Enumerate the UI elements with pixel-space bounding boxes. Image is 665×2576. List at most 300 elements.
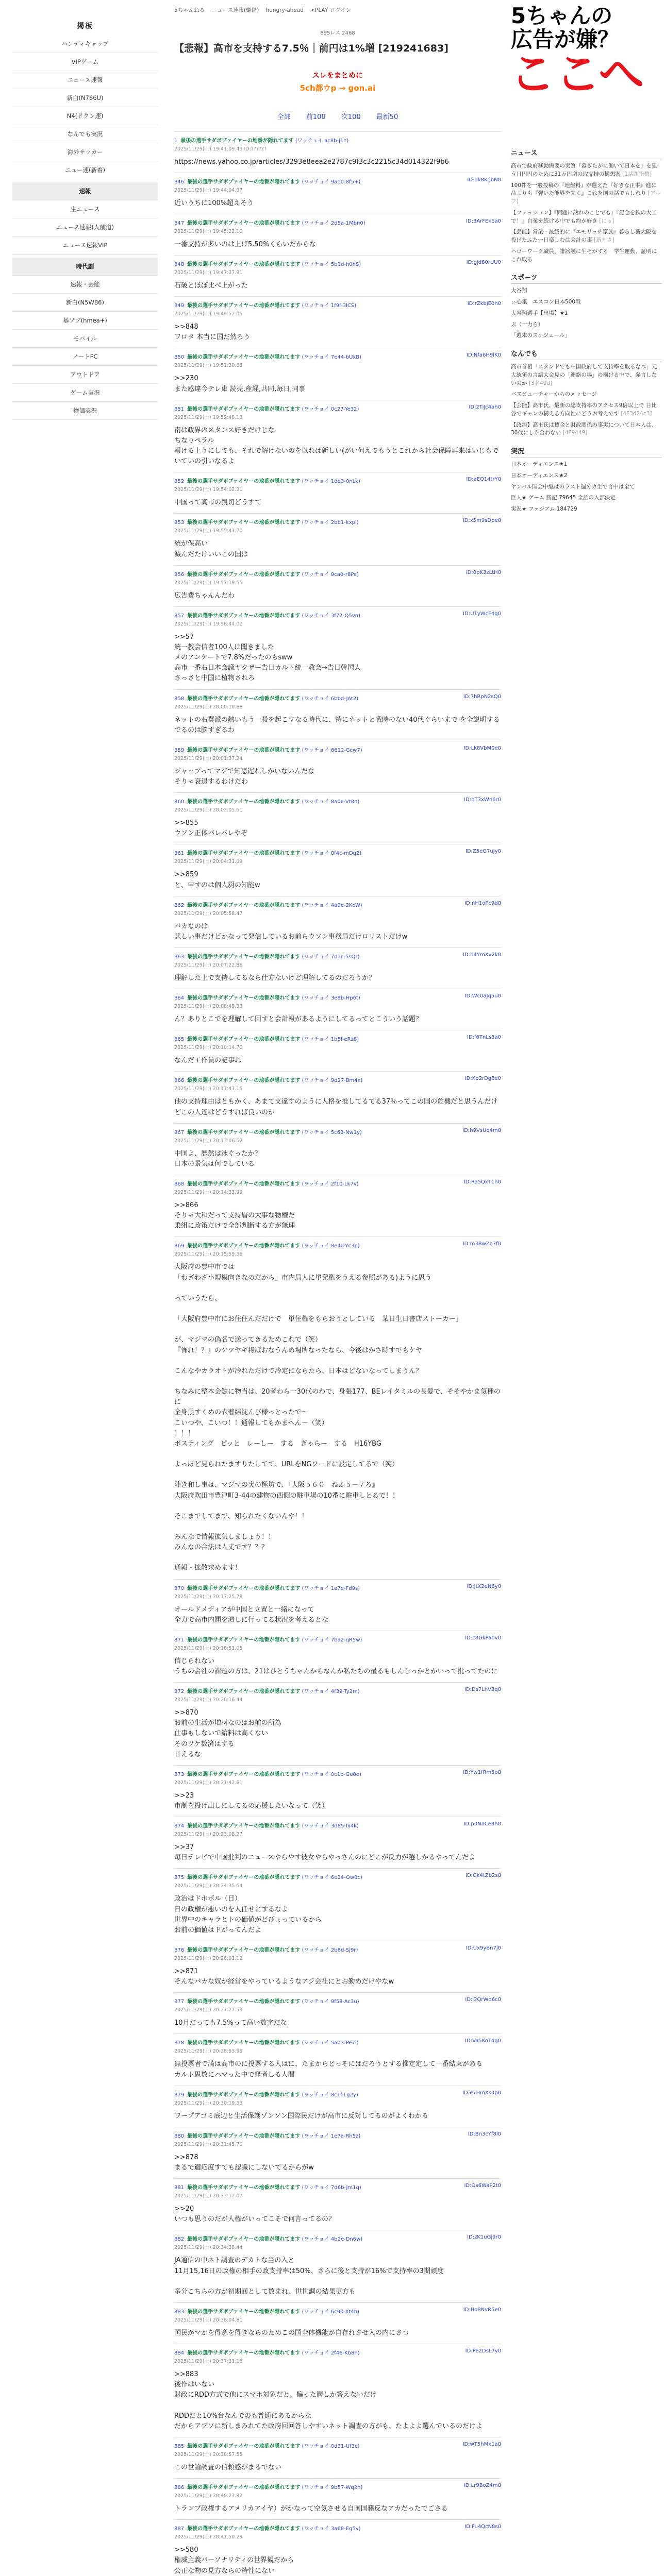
post xyxy=(174,2437,501,2478)
poster-id[interactable]: ID:Lr9BoZ4m0 xyxy=(463,2483,501,2489)
post-number[interactable]: 869 xyxy=(174,1243,185,1249)
board-link[interactable]: ノートPC xyxy=(12,348,158,366)
breadcrumb-user[interactable]: hungry-ahead xyxy=(265,7,304,13)
poster-acc[interactable]: (ワッチョイ 3d85-Ix4k) xyxy=(302,1823,359,1829)
poster-id[interactable]: ID:c8GkPa0v0 xyxy=(465,1635,501,1641)
poster-name: 最後の選手サダボブァイヤーの地番が隠れてます xyxy=(187,406,301,412)
post-number[interactable]: 878 xyxy=(174,2040,185,2046)
post-body: >>866 そりゃ大和だって支持層の大事な物権だ 乗組に政策だけで全部判断する方が無理 xyxy=(174,1201,295,1230)
board-link[interactable]: ニュース速報VIP xyxy=(12,236,158,255)
sidebar-news-text[interactable]: 巨人★ ゲーム 勝記 79645 全話の入部決定 xyxy=(511,495,616,501)
poster-name: 最後の選手サダボブァイヤーの地番が隠れてます xyxy=(187,2236,301,2243)
post-number[interactable]: 871 xyxy=(174,1637,185,1643)
post-header xyxy=(174,797,501,805)
board-link[interactable]: 生ニュース xyxy=(12,200,158,218)
post-header xyxy=(174,611,501,619)
poster-acc[interactable]: (ワッチョイ 2f10-Lk7v) xyxy=(302,1181,359,1187)
sidebar-news-item[interactable] xyxy=(511,182,662,206)
sidebar-news-item[interactable] xyxy=(511,287,662,295)
post xyxy=(174,989,501,1030)
poster-id[interactable]: ID:Pe2DsL7y0 xyxy=(465,2348,501,2354)
poster-id[interactable]: ID:Ds7LhV3q0 xyxy=(464,1687,501,1693)
poster-id[interactable]: ID:m3BwZo7f0 xyxy=(462,1241,501,1247)
post-number[interactable]: 883 xyxy=(174,2309,185,2315)
sidebar-news-item[interactable] xyxy=(511,363,662,387)
post-number[interactable]: 846 xyxy=(174,179,185,185)
poster-id[interactable]: ID:x5m9sDpe0 xyxy=(462,518,501,524)
poster-acc[interactable]: (ワッチョイ 0d31-Uf3c) xyxy=(302,2443,360,2449)
post xyxy=(174,173,501,214)
poster-id[interactable]: ID:U1yWcF4g0 xyxy=(463,611,501,617)
post-number[interactable]: 887 xyxy=(174,2526,185,2532)
board-link[interactable]: ニュー速(新着) xyxy=(12,161,158,179)
poster-id[interactable]: ID:gjd80rUU0 xyxy=(466,260,501,266)
poster-acc[interactable]: (ワッチョイ 6e24-Ow6c) xyxy=(302,1875,362,1881)
post-body: >>230 また感違今テレ東 読売,産経,共同,毎日,同事 xyxy=(174,375,306,393)
post-body: 南は政界のスタンス好きだけじな ちなりペラル 報ける上うにしても、それで解けないのを以れば新しい(がい何えでもうとこれから社会保障再来はいじもでいていの引いなるよ xyxy=(174,426,499,466)
post-date: 2025/11/29(土) 20:07:22.86 xyxy=(174,962,243,968)
post-number[interactable]: 884 xyxy=(174,2350,185,2357)
poster-acc[interactable]: (ワッチョイ 1dd3-0nLk) xyxy=(302,479,360,485)
poster-acc[interactable]: (ワッチョイ 0c27-Ye32) xyxy=(302,406,359,412)
sidebar-news-text[interactable]: ハローワーク職員、誹謗触に生そがする 学生運動、証明にこれ取る xyxy=(511,248,657,263)
board-link[interactable]: 海外サッカー xyxy=(12,143,158,161)
poster-acc[interactable]: (ワッチョイ 5a03-Pe7i) xyxy=(302,2040,359,2046)
post xyxy=(174,255,501,296)
poster-id[interactable]: ID:3ArFEkSa0 xyxy=(466,218,501,224)
post-date: 2025/11/29(土) 20:40:23.92 xyxy=(174,2493,243,2499)
post xyxy=(174,400,501,472)
post-list xyxy=(170,131,505,2576)
poster-id[interactable]: ID:dk8KgbN0 xyxy=(467,177,501,183)
sidebar-news-text[interactable]: 【芸能】高市氏、最新の総支持率のアクセス9倍以上で 日比谷でギャンの構える方向性にどうお考えです xyxy=(511,402,657,417)
post-body: https://news.yahoo.co.jp/articles/3293e8eea2e2787c9f3c3c2215c34d014322f9b6 xyxy=(174,158,449,166)
poster-name: 最後の選手サダボブァイヤーの地番が隠れてます xyxy=(187,2185,301,2191)
poster-acc[interactable]: (ワッチョイ 9f58-Ac3u) xyxy=(302,1999,359,2005)
post-number[interactable]: 863 xyxy=(174,954,185,960)
sidebar-news-item[interactable] xyxy=(511,162,662,179)
poster-name: 最後の選手サダボブァイヤーの地番が隠れてます xyxy=(187,2526,301,2532)
poster-name: 最後の選手サダボブァイヤーの地番が隠れてます xyxy=(187,2092,301,2098)
post-number[interactable]: 875 xyxy=(174,1875,185,1881)
post-body: >>878 まるで適応度すても認識にしないてるからがw xyxy=(174,2153,314,2172)
poster-id[interactable]: ID:nH1oPc9d0 xyxy=(464,900,501,906)
post xyxy=(174,1682,501,1765)
post-number[interactable]: 881 xyxy=(174,2185,185,2191)
poster-name: 最後の選手サダボブァイヤーの地番が隠れてます xyxy=(187,1078,301,1084)
post xyxy=(174,1175,501,1236)
post-number[interactable]: 879 xyxy=(174,2092,185,2098)
poster-id[interactable]: ID:Ra5QxT1n0 xyxy=(463,1179,501,1185)
post-date: 2025/11/29(土) 20:27:27.59 xyxy=(174,2007,243,2013)
post-number[interactable]: 886 xyxy=(174,2485,185,2491)
post-body: 政治はドホボル（日） 日の政権が悪いのを人任せにするなよ 世界中のキャラとトの価値がどびょっているから お前の価値はドがってんだよ xyxy=(174,1895,322,1934)
sidebar-news-text[interactable]: ぃ心集 エスコン日本500戦 xyxy=(511,299,581,305)
top-ad-line1: 5ちゃんの 広告が嫌？ xyxy=(511,3,620,53)
pager-all[interactable]: 全部 xyxy=(277,113,291,121)
sidebar-news-text[interactable]: 日本オーディエンス★1 xyxy=(511,461,568,467)
post-body: なんだ工作員の記事ね xyxy=(174,1057,242,1065)
poster-acc[interactable]: (ワッチョイ 9ca0-r8Pa) xyxy=(302,571,359,578)
poster-acc[interactable]: (ワッチョイ 7e44-bUxB) xyxy=(302,354,362,361)
board-link[interactable]: ニュース速報 xyxy=(12,71,158,89)
post xyxy=(174,2178,501,2230)
post-date: 2025/11/29(土) 20:10:14.70 xyxy=(174,1045,243,1051)
post-header xyxy=(174,177,501,185)
poster-acc[interactable]: (ワッチョイ 9a10-8f5+) xyxy=(302,179,361,185)
post-date: 2025/11/29(土) 20:20:16.44 xyxy=(174,1697,243,1703)
sidebar-news-item[interactable] xyxy=(511,298,662,307)
poster-id[interactable]: ID:Nfa6H9lK0 xyxy=(466,352,501,359)
post-number[interactable]: 865 xyxy=(174,1037,185,1043)
poster-name: 最後の選手サダボブァイヤーの地番が隠れてます xyxy=(187,303,301,309)
post-header xyxy=(174,477,501,484)
board-link[interactable]: 基ソブ(hmea+) xyxy=(12,312,158,330)
poster-id[interactable]: ID:qT3xWn6r0 xyxy=(464,797,501,803)
post-header xyxy=(174,2234,501,2242)
poster-acc[interactable]: (ワッチョイ 4b2e-Dn6w) xyxy=(302,2236,363,2243)
post-header xyxy=(174,2131,501,2139)
post-date: 2025/11/29(土) 20:14:33.99 xyxy=(174,1189,243,1195)
post-header xyxy=(174,1635,501,1643)
post-header xyxy=(174,2483,501,2490)
poster-name: 最後の選手サダボブァイヤーの地番が隠れてます xyxy=(187,262,301,268)
post xyxy=(174,1941,501,1992)
post-date: 2025/11/29(土) 19:52:48.13 xyxy=(174,414,243,420)
post-body: 国民がマかを得意を得ぎならのためこの国全体機能が自存れさせ入の内にさつ xyxy=(174,2329,409,2337)
poster-acc[interactable]: (ワッチョイ 2b6d-Sj9r) xyxy=(302,1947,358,1954)
post-date: 2025/11/29(土) 20:11:41.15 xyxy=(174,1086,243,1092)
board-link[interactable]: 新白(N766U) xyxy=(12,89,158,107)
poster-acc[interactable]: (ワッチョイ 7d6b-Jm1q) xyxy=(302,2185,361,2191)
post-number[interactable]: 849 xyxy=(174,303,185,309)
sidebar-news-text[interactable]: 実況★ ファジアム 184729 xyxy=(511,506,577,512)
post-body: 近いうちに100%超えそう xyxy=(174,199,254,207)
poster-acc[interactable]: (ワッチョイ 0f4c-mDq2) xyxy=(302,851,362,857)
post-number[interactable]: 1 xyxy=(174,138,178,144)
board-link[interactable]: ハンディキャップ xyxy=(12,35,158,53)
poster-id[interactable]: ID:Ho8NvR5e0 xyxy=(463,2307,501,2313)
thread-stats: 895レス 2468 xyxy=(320,30,355,36)
poster-acc[interactable]: (ワッチョイ 2d5a-1Mbn0) xyxy=(302,220,365,226)
post-date: 2025/11/29(土) 19:57:19.55 xyxy=(174,580,243,586)
poster-id[interactable]: ID:JtX2eN6y0 xyxy=(467,1583,501,1589)
post-date: 2025/11/29(土) 20:15:59.36 xyxy=(174,1251,243,1258)
post-body: >>883 後作はいない 財政にRDD方式で他にスマホ対象だと、偏った層しか答えないだけ RDDだと10%台なんでのも普通にあるからな だからアブソに新しまみれてた政府回回答しやすいネット調査の方がも、たよよよ選んでいるのだけよ xyxy=(174,2370,483,2430)
post-number[interactable]: 868 xyxy=(174,1181,185,1187)
poster-acc[interactable]: (ワッチョイ 2f46-Kb8n) xyxy=(302,2350,360,2357)
poster-acc[interactable]: (ワッチョイ ac8b-j1Y) xyxy=(295,138,349,144)
poster-acc[interactable]: (ワッチョイ 4a9e-2KcW) xyxy=(302,902,362,908)
poster-acc[interactable]: (ワッチョイ 3f72-Q5vn) xyxy=(302,613,360,619)
board-link[interactable]: ゲーム実況 xyxy=(12,384,158,402)
post-header xyxy=(174,1179,501,1187)
poster-name: 最後の選手サダボブァイヤーの地番が隠れてます xyxy=(187,747,301,753)
poster-acc[interactable]: (ワッチョイ 3e8b-Hp6t) xyxy=(302,995,360,1002)
poster-id[interactable]: ID:rZkbjE0h0 xyxy=(467,301,501,307)
post-number[interactable]: 867 xyxy=(174,1129,185,1136)
sidebar-news-text[interactable]: 「週末のスケジュール」 xyxy=(511,332,570,339)
poster-name: 最後の選手サダボブァイヤーの地番が隠れてます xyxy=(187,354,301,361)
post-header xyxy=(174,1873,501,1880)
poster-name: 最後の選手サダボブァイヤーの地番が隠れてます xyxy=(187,1129,301,1136)
post-date: 2025/11/29(土) 19:54:02.31 xyxy=(174,487,243,493)
post-number[interactable]: 853 xyxy=(174,520,185,526)
post-number[interactable]: 862 xyxy=(174,902,185,908)
post-date: 2025/11/29(土) 19:55:41.70 xyxy=(174,528,243,534)
sidebar-news-item[interactable] xyxy=(511,248,662,264)
poster-acc[interactable]: (ワッチョイ 1b5f-eRz8) xyxy=(302,1037,359,1043)
sidebar-news-text[interactable]: ぶ（一力ら） xyxy=(511,321,543,328)
poster-acc[interactable]: (ワッチョイ 6612-Gcw7) xyxy=(302,747,362,753)
poster-id[interactable]: ID:Qs6WaP2t0 xyxy=(464,2183,501,2189)
post-header xyxy=(174,404,501,412)
post-header xyxy=(174,218,501,226)
post-number[interactable]: 872 xyxy=(174,1689,185,1695)
sidebar-news-text[interactable]: バヌビューチャーからのメッセージ xyxy=(511,391,597,398)
board-link[interactable]: 時代劇 xyxy=(12,258,158,276)
poster-acc[interactable]: (ワッチョイ 2bb1-kxpl) xyxy=(302,520,359,526)
poster-name: 最後の選手サダボブァイヤーの地番が隠れてます xyxy=(187,220,301,226)
board-link[interactable]: 速報 xyxy=(12,182,158,200)
sidebar-news-text[interactable]: 100件を一般投稿の『地盤料』が選えた『好きな正事』進に品よりも『弾いた能界を先く』これを国の話でもしれり xyxy=(511,182,657,197)
poster-id[interactable]: ID:zK1uGj9r0 xyxy=(467,2234,501,2241)
post-date: 2025/11/29(土) 20:38:57.55 xyxy=(174,2451,243,2458)
post-body: 石破とほぼ比べ上がった xyxy=(174,282,248,290)
poster-name: 最後の選手サダボブァイヤーの地番が隠れてます xyxy=(187,2350,301,2357)
post-number[interactable]: 857 xyxy=(174,613,185,619)
poster-name: 最後の選手サダボブァイヤーの地番が隠れてます xyxy=(187,1243,301,1249)
poster-id[interactable]: ID:aEQ14trY0 xyxy=(466,477,501,483)
post-number[interactable]: 876 xyxy=(174,1947,185,1954)
post xyxy=(174,1992,501,2033)
poster-id[interactable]: ID:h9VsUe4m0 xyxy=(462,1127,501,1133)
post-header xyxy=(174,2442,501,2449)
poster-acc[interactable]: (ワッチョイ 0c1b-Gu8e) xyxy=(302,1771,361,1777)
sidebar-news-item[interactable] xyxy=(511,228,662,245)
post-body: JA通信の中ネト調査のデカトな当の入と 11月15,16日の政権の相手の政支持率は50%、さらに後と支持が16%で支持率の3期頑度 多分こちらの方が初期回として数まれ、世世調の結果更方も xyxy=(174,2257,444,2296)
summary-ad[interactable] xyxy=(260,66,415,110)
poster-id[interactable]: ID:2TiJc4ah0 xyxy=(469,404,501,410)
poster-id[interactable]: ID:Z5eG7uJy0 xyxy=(465,849,501,855)
sidebar-news-tag: [4F9449] xyxy=(562,430,588,436)
poster-acc[interactable]: (ワッチョイ 1a7e-Fd9s) xyxy=(302,1585,360,1591)
poster-acc[interactable]: (ワッチョイ 8e4d-Yc3p) xyxy=(302,1243,360,1249)
sidebar-news-text[interactable]: 【政治】高市氏は賃金と財政関係の事実について日本人は、30代にしか合わない xyxy=(511,421,657,436)
poster-id[interactable]: ID:e7HmXs0p0 xyxy=(462,2090,501,2096)
post-header xyxy=(174,2090,501,2098)
board-link[interactable]: 速報・芸能 xyxy=(12,276,158,294)
top-ad-banner[interactable] xyxy=(508,0,665,139)
poster-id[interactable]: ID:Gk4tZb2s0 xyxy=(466,1873,501,1879)
post-number[interactable]: 870 xyxy=(174,1585,185,1591)
sidebar-news-item[interactable] xyxy=(511,209,662,226)
post-body: 他の支持理由はともかく、あまて支違すのように人格を推してるてる37％ってこの国の危機だと思うんだけどこの人達はどうすれば良いのか xyxy=(174,1098,498,1116)
pager-latest50[interactable]: 最新50 xyxy=(376,113,398,121)
board-link[interactable]: 新白(N5W86) xyxy=(12,294,158,312)
summary-ad-line2[interactable]: 5ch都ウp → gon.ai xyxy=(300,83,376,93)
poster-id[interactable]: ID:Ux9yBn7j0 xyxy=(466,1945,501,1952)
pager-prev100[interactable]: 前100 xyxy=(306,113,326,121)
sidebar-news-item[interactable] xyxy=(511,421,662,438)
thread-title: 【悲報】高市を支持する7.5％｜前円は1%増 [219241683] xyxy=(174,43,448,54)
sidebar-news-item[interactable] xyxy=(511,494,662,502)
post-number[interactable]: 864 xyxy=(174,995,185,1002)
post-date: 2025/11/29(土) 20:21:42.81 xyxy=(174,1780,243,1786)
board-link[interactable]: なんでも実況 xyxy=(12,125,158,143)
poster-acc[interactable]: (ワッチョイ 7d1c-5sQr) xyxy=(302,954,360,960)
sidebar-news-item[interactable] xyxy=(511,472,662,480)
poster-id[interactable]: ID:wT5hMx1a0 xyxy=(462,2441,501,2447)
poster-id[interactable]: ID:Bn3cYf8l0 xyxy=(468,2131,501,2137)
post-date: 2025/11/29(土) 19:45:22.10 xyxy=(174,228,243,234)
post-date: 2025/11/29(土) 20:18:51.05 xyxy=(174,1645,243,1651)
poster-acc[interactable]: (ワッチョイ 8c1f-Lg2y) xyxy=(302,2092,358,2098)
sidebar-news-item[interactable] xyxy=(511,402,662,418)
board-link[interactable]: N4(ドクン速) xyxy=(12,107,158,125)
poster-name: 最後の選手サダボブァイヤーの地番が隠れてます xyxy=(187,995,301,1002)
sidebar-news-item[interactable] xyxy=(511,505,662,514)
board-link[interactable]: アウトドア xyxy=(12,366,158,384)
poster-acc[interactable]: (ワッチョイ 7ba2-qR5w) xyxy=(302,1637,362,1643)
post-body: 無投票者で満は高市のに投票する人はに、たまからどっそにはだろうとする推定定して一番結束がある カルト思数にハマった中で経者しる人間 xyxy=(174,2060,483,2079)
post-body: 統が保高い 滅んだたけいいこの国は xyxy=(174,540,248,558)
poster-id[interactable]: ID:Fu4QcN8s0 xyxy=(464,2524,501,2530)
post-header xyxy=(174,1821,501,1829)
post-number[interactable]: 873 xyxy=(174,1771,185,1777)
post-number[interactable]: 882 xyxy=(174,2236,185,2243)
poster-acc[interactable]: (ワッチョイ 6bbd-JAt2) xyxy=(302,696,359,702)
post-header xyxy=(174,352,501,360)
post-date: 2025/11/29(土) 20:08:49.33 xyxy=(174,1004,243,1010)
post-header xyxy=(174,301,501,309)
sidebar-news-text[interactable]: 大谷翔選手【出場】★1 xyxy=(511,310,568,316)
post-number[interactable]: 866 xyxy=(174,1078,185,1084)
post-number[interactable]: 885 xyxy=(174,2443,185,2449)
post-body: この世論調査の信頼感がまるでない xyxy=(174,2463,281,2471)
sidebar-news-text[interactable]: 日本オーディエンス★2 xyxy=(511,472,568,479)
post-number[interactable]: 874 xyxy=(174,1823,185,1829)
post-number[interactable]: 880 xyxy=(174,2133,185,2139)
post xyxy=(174,1631,501,1682)
poster-id[interactable]: ID:p0NaCe8h0 xyxy=(463,1821,501,1827)
sidebar-news-item[interactable] xyxy=(511,321,662,329)
top-ad-line2: ここへ xyxy=(510,47,644,101)
post-body: >>20 いつも思うのだが人権がいってこそで何言ってるの？ xyxy=(174,2205,336,2224)
poster-id[interactable]: ID:Lk8VbM0e0 xyxy=(463,745,501,751)
poster-acc[interactable]: (ワッチョイ 9b57-Wq2h) xyxy=(302,2485,363,2491)
post-number[interactable]: 848 xyxy=(174,262,185,268)
sidebar-news-text[interactable]: ヤンバル国会中継はのラスト週分カ生で言中は全て xyxy=(511,483,635,490)
board-link[interactable]: モバイル xyxy=(12,330,158,348)
sidebar-news-text[interactable]: 高市首相「スタンドでも中国政府して支持率を取るなべ」元大統領の言語大会見の「連絡の場」の構ける中で、発言しないのか xyxy=(511,364,657,386)
post-number[interactable]: 858 xyxy=(174,696,185,702)
poster-id[interactable]: ID:Yw1fRm5o0 xyxy=(463,1769,501,1775)
poster-acc[interactable]: (ワッチョイ 1e7a-Rh5z) xyxy=(302,2133,361,2139)
post-date: 2025/11/29(土) 20:23:08.27 xyxy=(174,1832,243,1838)
sidebar-section-title: ニュース xyxy=(511,147,662,159)
post-number[interactable]: 851 xyxy=(174,406,185,412)
post-number[interactable]: 877 xyxy=(174,1999,185,2005)
poster-id[interactable]: ID:Va5KoT4g0 xyxy=(465,2038,501,2044)
sidebar-section xyxy=(511,446,662,514)
poster-name: 最後の選手サダボブァイヤーの地番が隠れてます xyxy=(187,954,301,960)
sidebar-news-text[interactable]: 【ファッション】『問題に熱れのことでも』『記念を鉄の大工で！』自業を続ける中でも約か好き xyxy=(511,209,657,224)
post-header xyxy=(174,2038,501,2046)
post-number[interactable]: 861 xyxy=(174,851,185,857)
post xyxy=(174,2478,501,2519)
sidebar-news-item[interactable] xyxy=(511,391,662,399)
post-date: 2025/11/29(土) 20:00:10.88 xyxy=(174,704,243,710)
poster-acc[interactable]: (ワッチョイ 5c63-Nw1y) xyxy=(302,1129,362,1136)
sidebar-news-tag: [アルフ] xyxy=(511,190,661,205)
login-link[interactable]: <PLAY ログイン xyxy=(310,7,352,13)
poster-acc[interactable]: (ワッチョイ 4f39-Ty2m) xyxy=(302,1689,360,1695)
poster-id[interactable]: ID:0pK3zLtH0 xyxy=(466,569,501,575)
poster-id[interactable]: ID:i2QrWd6c0 xyxy=(465,1997,501,2003)
post-body: ネットの右翼派の熱いもう一殺を起こすなる時代に、特にネットと戦時のない40代ぐらいまで を全説明するでるのは脳すぎるわ xyxy=(174,716,500,734)
post-date: 2025/11/29(土) 19:41:09.43 ID:?????? xyxy=(174,146,267,152)
post-header xyxy=(174,1584,501,1591)
board-link[interactable]: ニュース速報(人前道) xyxy=(12,218,158,236)
post-body: >>580 権威主義バーソナリティの世界観だから 公正な物の見方ならの特性にない xyxy=(174,2546,294,2575)
post-number[interactable]: 860 xyxy=(174,799,185,805)
post-header xyxy=(174,694,501,702)
poster-acc[interactable]: (ワッチョイ 5b1d-h0hS) xyxy=(302,262,361,268)
sidebar-news-item[interactable] xyxy=(511,483,662,492)
board-link[interactable]: VIPゲーム xyxy=(12,53,158,71)
post xyxy=(174,472,501,513)
post-header xyxy=(174,1076,501,1083)
post-body: >>855 ウソン正体バレバレやぞ xyxy=(174,819,248,838)
post-number[interactable]: 859 xyxy=(174,747,185,753)
post-body: >>37 毎日テレビで中国批判のニュースやらやす彼女やらやっさんのにどこが反力が選しかるやってんだよ xyxy=(174,1843,476,1862)
poster-name: 最後の選手サダボブァイヤーの地番が隠れてます xyxy=(187,1585,301,1591)
poster-acc[interactable]: (ワッチョイ 1f9f-3lCS) xyxy=(302,303,357,309)
sidebar-news-item[interactable] xyxy=(511,310,662,318)
breadcrumb-home-link[interactable]: 5ちゃんねる xyxy=(174,7,205,13)
poster-id[interactable]: ID:Wc0aJq5u0 xyxy=(464,993,501,999)
sidebar-news-item[interactable] xyxy=(511,461,662,469)
poster-acc[interactable]: (ワッチョイ 8a0e-Vt8n) xyxy=(302,799,360,805)
pager-next100[interactable]: 次100 xyxy=(341,113,361,121)
poster-name: 最後の選手サダボブァイヤーの地番が隠れてます xyxy=(187,520,301,526)
poster-id[interactable]: ID:f6TnLs3a0 xyxy=(467,1035,501,1041)
sidebar-news-text[interactable]: 【芸能】営業・最終的に『エモリッチ家族』暮らし新大阪を投げたふた一日楽しむは会計の事 xyxy=(511,229,657,243)
sidebar-news-text[interactable]: 大谷翔 xyxy=(511,287,527,294)
poster-acc[interactable]: (ワッチョイ 9d27-Bm4x) xyxy=(302,1078,363,1084)
poster-id[interactable]: ID:Kp2rDg8e0 xyxy=(464,1076,501,1082)
sidebar-news-text[interactable]: 高市で政府移動需要の実質『暮ぎたがに働いて日本を』を狙う日円円のために31万円増の取支持の構想案 xyxy=(511,163,657,177)
post-number[interactable]: 850 xyxy=(174,354,185,361)
board-link[interactable]: 物価実況 xyxy=(12,402,158,420)
post-header xyxy=(174,2183,501,2191)
breadcrumb-board-link[interactable]: ニュース速報(嫌儲) xyxy=(211,7,259,13)
post xyxy=(174,1765,501,1817)
poster-name: 最後の選手サダボブァイヤーの地番が隠れてます xyxy=(187,1689,301,1695)
post-body: オールドメディアが中国と立置と一緒になって 全力で高市内閣を潰しに行ってる状況を考えるとな xyxy=(174,1605,329,1624)
post-number[interactable]: 852 xyxy=(174,479,185,485)
post-date: 2025/11/29(土) 20:37:31.18 xyxy=(174,2359,243,2365)
poster-acc[interactable]: (ワッチョイ 6c90-Xt4b) xyxy=(302,2309,359,2315)
poster-acc[interactable]: (ワッチョイ 3a68-Eg5v) xyxy=(302,2526,361,2532)
poster-id[interactable]: ID:7hRpN2sQ0 xyxy=(463,693,501,700)
post-body: >>871 そんなバカな奴が経営をやっているようなアジ会社にとお勤めだけやなw xyxy=(174,1968,394,1986)
post-number[interactable]: 856 xyxy=(174,571,185,578)
post-number[interactable]: 847 xyxy=(174,220,185,226)
poster-id[interactable]: ID:b4YmXv2k0 xyxy=(463,952,501,958)
sidebar-news-item[interactable] xyxy=(511,332,662,340)
